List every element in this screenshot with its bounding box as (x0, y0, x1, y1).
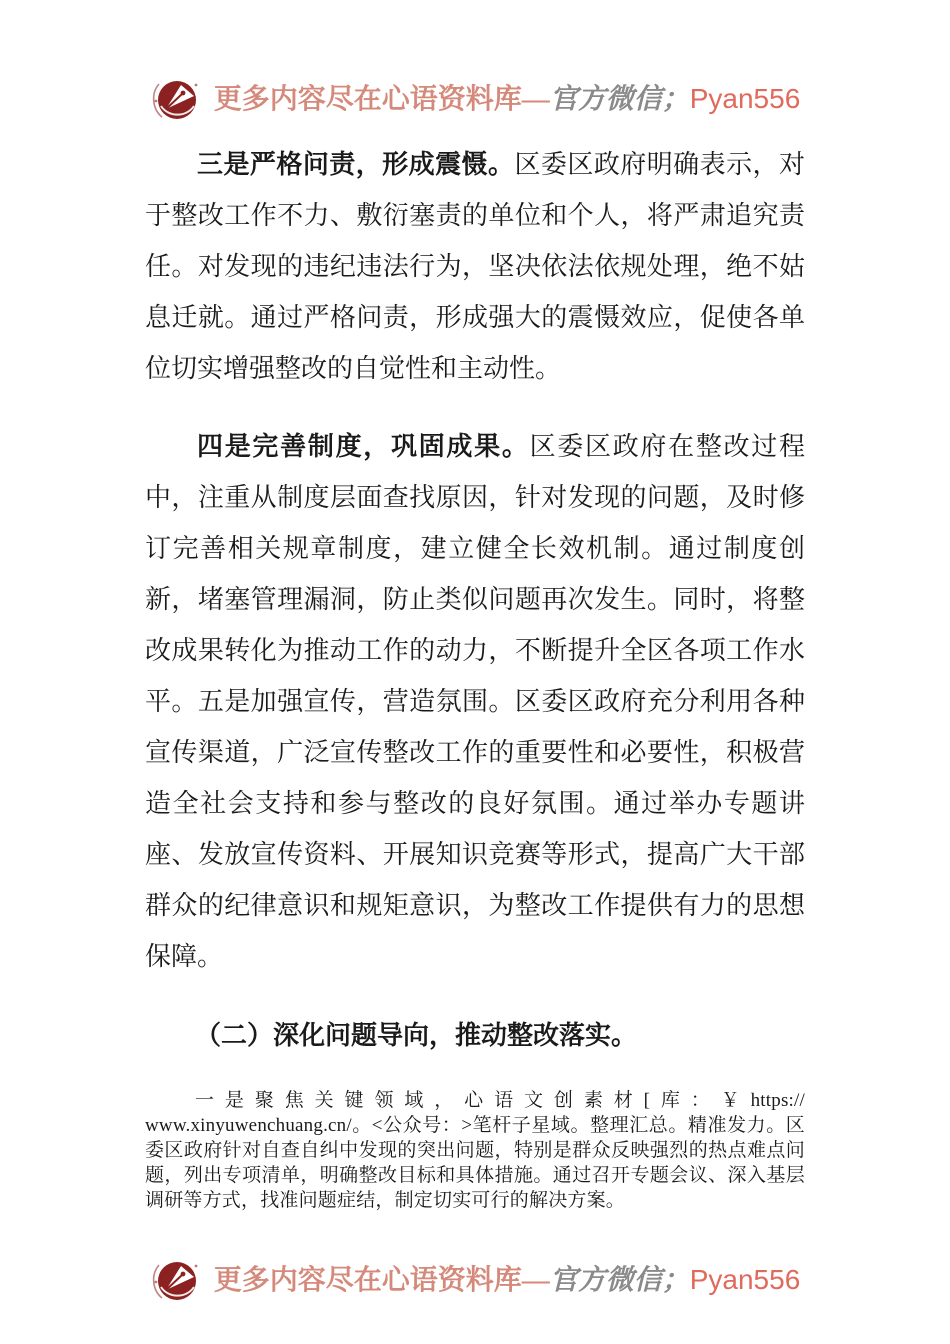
pen-nib-logo-icon (150, 1256, 202, 1306)
banner-text (214, 1255, 801, 1306)
paragraph-four-text: 区委区政府在整改过程中，注重从制度层面查找原因，针对发现的问题，及时修订完善相关规章制度，建立健全长效机制。通过制度创新，堵塞管理漏洞，防止类似问题再次发生。同时，将整改成果转化为推动工作的动力，不断提升全区各项工作水平。五是加强宣传，营造氛围。区委区政府充分利用各种宣传渠道，广泛宣传整改工作的重要性和必要性，积极营造全社会支持和参与整改的良好氛围。通过举办专题讲座、发放宣传资料、开展知识竞赛等形式，提高广大干部群众的纪律意识和规矩意识，为整改工作提供有力的思想保障。 (145, 432, 805, 971)
banner-wechat-label: 官方微信； (549, 82, 690, 115)
banner-promo-text: 更多内容尽在心语资料库 (213, 84, 522, 115)
note-paragraph (145, 1088, 805, 1213)
paragraph-four-lead: 四是完善制度，巩固成果。 (197, 432, 530, 461)
note-segment-2: www.xinyuwenchuang.cn/。<公众号：>笔杆子星域。整理汇总。精准发力。区委区政府针对自查自纠中发现的突出问题，特别是群众反映强烈的热点难点问题，列出专项清单，明确整改目标和具体措施。通过召开专题会议、深入基层调研等方式，找准问题症结，制定切实可行的解决方案。 (145, 1115, 805, 1211)
note-segment-1: 一是聚焦关键领域，心语文创素材[库：￥https:// (195, 1090, 805, 1111)
banner-wechat-label: 官方微信； (549, 1263, 690, 1296)
banner-text (214, 74, 801, 125)
paragraph-three-lead: 三是严格问责，形成震慑。 (197, 150, 515, 179)
footer-banner (0, 1255, 950, 1306)
document-content (0, 139, 950, 1213)
paragraph-three-text: 区委区政府明确表示，对于整改工作不力、敷衍塞责的单位和个人，将严肃追究责任。对发现的违纪违法行为，坚决依法依规处理，绝不姑息迁就。通过严格问责，形成强大的震慑效应，促使各单位切实增强整改的自觉性和主动性。 (145, 150, 805, 383)
banner-dash: — (521, 84, 550, 115)
banner-dash: — (521, 1265, 550, 1296)
banner-wechat-id: Pyan556 (689, 83, 801, 114)
header-banner (0, 0, 950, 125)
banner-wechat-id: Pyan556 (689, 1264, 801, 1295)
paragraph-three (145, 139, 805, 394)
banner-promo-text: 更多内容尽在心语资料库 (213, 1265, 522, 1296)
pen-nib-logo-icon (150, 75, 202, 125)
section-heading: （二）深化问题导向，推动整改落实。 (195, 1021, 638, 1050)
paragraph-four (145, 421, 805, 982)
